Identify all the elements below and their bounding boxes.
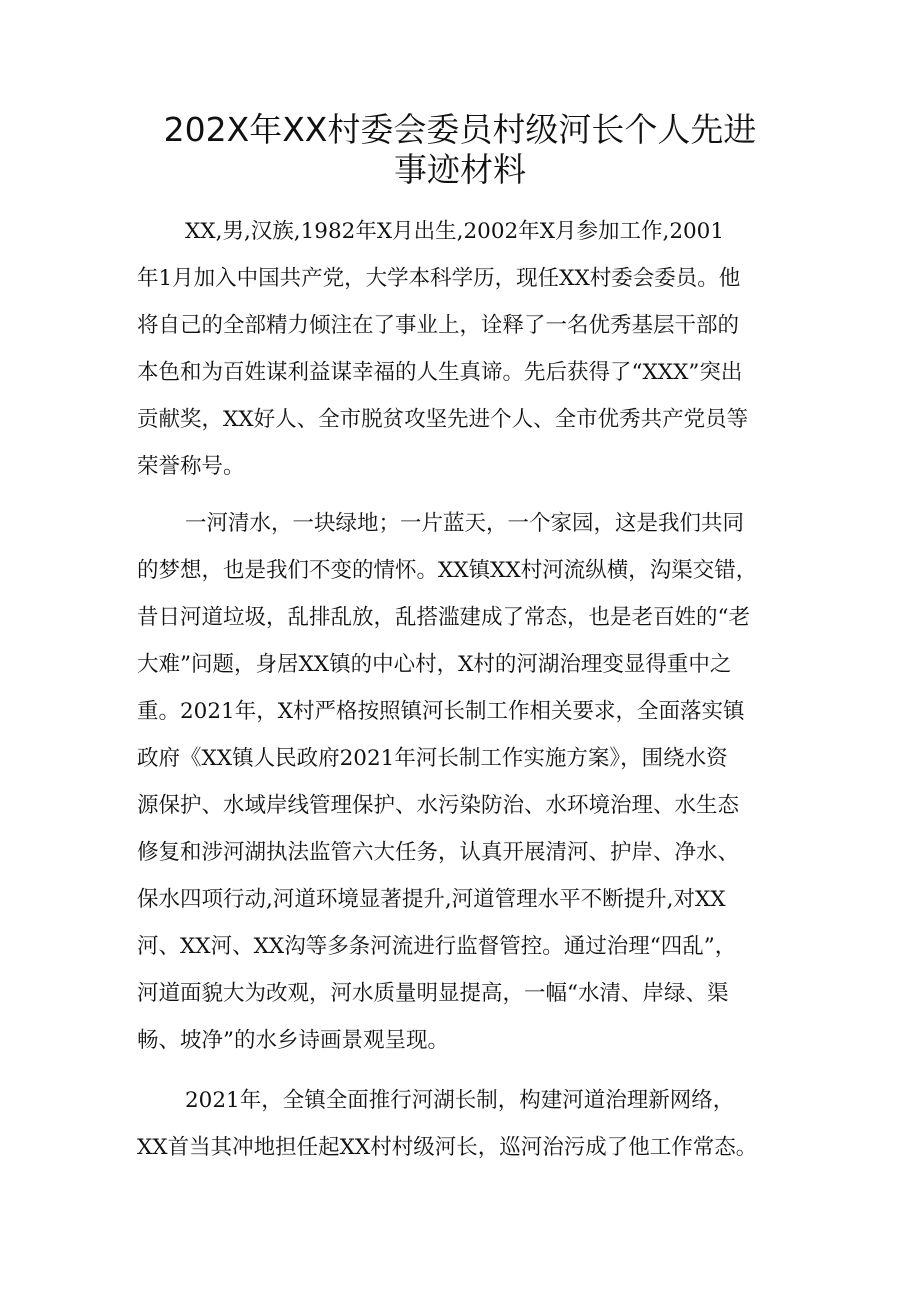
text-line: 河道面貌大为改观，河水质量明显提高，一幅“水清、岸绿、渠: [137, 981, 729, 1006]
text-line: 河、XX河、XX沟等多条河流进行监督管控。通过治理“四乱”，: [137, 934, 737, 959]
text-line: XX首当其冲地担任起XX村村级河长，巡河治污成了他工作常态。: [137, 1135, 758, 1160]
text-line: 昔日河道垃圾，乱排乱放，乱搭滥建成了常态，也是老百姓的“老: [137, 605, 750, 630]
text-line: 2021年，全镇全面推行河湖长制，构建河道治理新网络，: [185, 1088, 735, 1113]
text-line: 年1月加入中国共产党，大学本科学历，现任XX村委会委员。他: [137, 266, 741, 291]
text-line: 源保护、水域岸线管理保护、水污染防治、水环境治理、水生态: [137, 793, 740, 818]
text-line: 贡献奖，XX好人、全市脱贫攻坚先进个人、全市优秀共产党员等: [137, 407, 749, 432]
text-line: 本色和为百姓谋利益谋幸福的人生真谛。先后获得了“XXX”突出: [137, 360, 743, 385]
text-line: 一河清水，一块绿地；一片蓝天，一个家园，这是我们共同: [185, 511, 745, 536]
document-title-line-2: 事迹材料: [394, 150, 526, 189]
text-line: 重。2021年，X村严格按照镇河长制工作相关要求，全面落实镇: [137, 699, 745, 724]
text-line: XX,男,汉族,1982年X月出生,2002年X月参加工作,2001: [185, 219, 725, 244]
text-line: 大难”问题，身居XX镇的中心村，X村的河湖治理变显得重中之: [137, 652, 732, 677]
text-line: 将自己的全部精力倾注在了事业上，诠释了一名优秀基层干部的: [137, 313, 740, 338]
document-title-line-1: 202X年XX村委会委员村级河长个人先进: [163, 110, 757, 149]
text-line: 政府《XX镇人民政府2021年河长制工作实施方案》，围绕水资: [137, 746, 728, 771]
text-line: 保水四项行动,河道环境显著提升,河道管理水平不断提升,对XX: [137, 887, 726, 912]
text-line: 的梦想，也是我们不变的情怀。XX镇XX村河流纵横，沟渠交错，: [137, 558, 758, 583]
text-line: 修复和涉河湖执法监管六大任务，认真开展清河、护岸、净水、: [137, 840, 740, 865]
text-line: 畅、坡净”的水乡诗画景观呈现。: [137, 1028, 449, 1053]
text-line: 荣誉称号。: [137, 454, 245, 479]
